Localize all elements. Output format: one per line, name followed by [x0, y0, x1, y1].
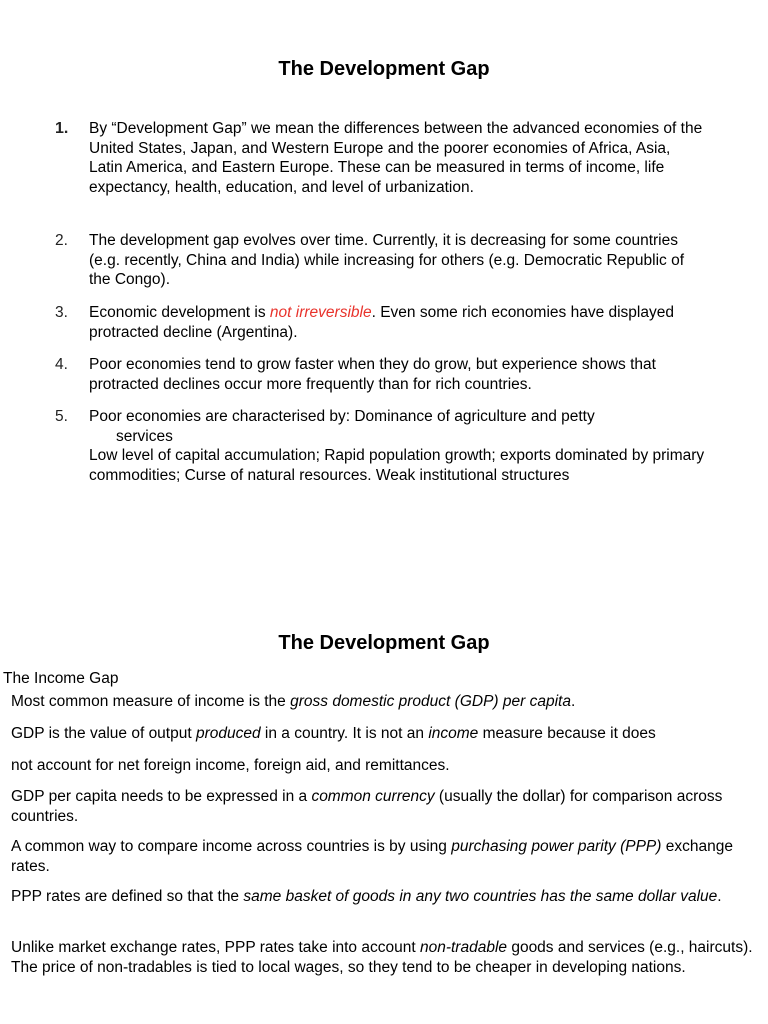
paragraph: GDP is the value of output produced in a country. It is not an income measure because it does — [11, 725, 656, 742]
list-text: Economic development is not irreversible. Even some rich economies have displayed protracted decline (Argentina). — [89, 304, 674, 341]
paragraph: not account for net foreign income, foreign aid, and remittances. — [11, 757, 450, 774]
paragraph: Most common measure of income is the gross domestic product (GDP) per capita. — [11, 693, 576, 710]
list-item — [55, 407, 705, 485]
list-text: By “Development Gap” we mean the differences between the advanced economies of the United States, Japan, and Western Europe and the poorer economies of Africa, Asia, Latin America, and Eastern Europe. These can be measured in terms of income, life expectancy, health, education, and level of urbanization. — [89, 120, 703, 196]
list-number: 3. — [55, 304, 68, 321]
list-text: Poor economies tend to grow faster when they do grow, but experience shows that protracted declines occur more frequently than for rich countries. — [89, 356, 656, 393]
paragraph: Unlike market exchange rates, PPP rates take into account non-tradable goods and services (e.g., haircuts). The price of non-tradables is tied to local wages, so they tend to be cheaper in developing nations. — [11, 939, 753, 976]
slide-title: The Development Gap — [278, 632, 490, 654]
list-item — [55, 119, 705, 197]
paragraph: GDP per capita needs to be expressed in a common currency (usually the dollar) for comparison across countries. — [11, 788, 723, 825]
list-item — [55, 303, 705, 342]
list-number: 4. — [55, 356, 68, 373]
emphasis-text: not irreversible — [269, 304, 372, 321]
section-heading: The Income Gap — [3, 670, 119, 687]
slide-title: The Development Gap — [278, 58, 490, 80]
list-number: 5. — [55, 408, 68, 425]
paragraph: A common way to compare income across countries is by using purchasing power parity (PPP) exchange rates. — [11, 838, 733, 875]
list-item — [55, 231, 705, 290]
list-number: 2. — [55, 232, 68, 249]
list-text: Poor economies are characterised by: Dominance of agriculture and petty services Low level of capital accumulation; Rapid population growth; exports dominated by primary commodities; Curse of natural resources. Weak institutional structures — [89, 408, 705, 484]
list-item — [55, 355, 705, 394]
list-number: 1. — [55, 120, 69, 137]
list-text: The development gap evolves over time. Currently, it is decreasing for some countries (e.g. recently, China and India) while increasing for others (e.g. Democratic Republic of the Congo). — [89, 232, 685, 288]
paragraph: PPP rates are defined so that the same basket of goods in any two countries has the same dollar value. — [11, 888, 722, 905]
